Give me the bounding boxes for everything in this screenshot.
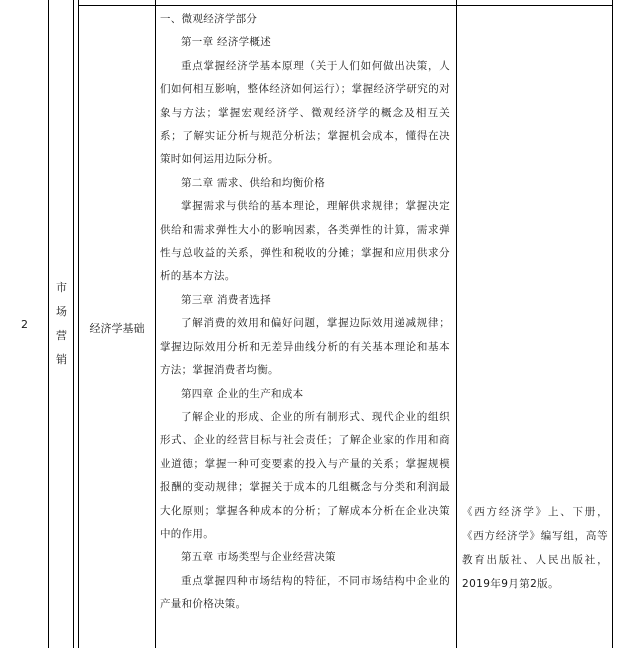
- chapter-body: 了解消费的效用和偏好问题，掌握边际效用递减规律；掌握边际效用分析和无差异曲线分析的有关基本理论和基本方法；掌握消费者均衡。: [160, 317, 450, 377]
- section-title: 一、微观经济学部分: [160, 13, 258, 25]
- column-divider: [78, 0, 79, 648]
- major-cell: [49, 0, 74, 648]
- major-char: 营: [56, 329, 67, 342]
- chapter-body: 掌握需求与供给的基本理论，理解供求规律；掌握决定供给和需求弹性大小的影响因素，各类弹性的计算，需求弹性与总收益的关系，弹性和税收的分摊；掌握和应用供求分析的基本方法。: [160, 200, 450, 283]
- chapter-title: 第四章 企业的生产和成本: [181, 387, 304, 400]
- major-char: 场: [56, 305, 67, 318]
- row-number: 2: [21, 317, 28, 331]
- column-divider: [612, 0, 613, 648]
- chapter-body: 重点掌握四种市场结构的特征，不同市场结构中企业的产量和价格决策。: [160, 574, 450, 611]
- chapter-title: 第一章 经济学概述: [181, 36, 272, 49]
- column-divider: [155, 0, 156, 648]
- major-char: 市: [56, 281, 67, 294]
- course-content-cell: [160, 8, 450, 617]
- chapter-title: 第五章 市场类型与企业经营决策: [181, 551, 336, 564]
- reference-textbook: 《西方经济学》上、下册，《西方经济学》编写组，高等教育出版社、人民出版社，2019年9月第2版。: [462, 506, 608, 590]
- row-number-cell: [1, 0, 48, 648]
- row-divider: [78, 5, 613, 6]
- chapter-body: 了解企业的形成、企业的所有制形式、现代企业的组织形式、企业的经营目标与社会责任；了解企业家的作用和商业道德；掌握一种可变要素的投入与产量的关系；掌握规模报酬的变动规律；掌握关于成本的几组概念与分类和利润最大化原则；掌握各种成本的分析；了解成本分析在企业决策中的作用。: [160, 410, 450, 540]
- column-divider: [456, 0, 457, 648]
- course-name-cell: [80, 8, 154, 648]
- major-name: [55, 276, 69, 372]
- course-name: 经济学基础: [89, 322, 145, 335]
- chapter-title: 第三章 消费者选择: [181, 293, 272, 306]
- major-char: 销: [56, 353, 67, 366]
- chapter-body: 重点掌握经济学基本原理（关于人们如何做出决策，人们如何相互影响，整体经济如何运行）；掌握经济学研究的对象与方法；掌握宏观经济学、微观经济学的概念及相互关系；了解实证分析与规范分析法；掌握机会成本，懂得在决策时如何运用边际分析。: [160, 59, 450, 166]
- chapter-title: 第二章 需求、供给和均衡价格: [181, 176, 326, 189]
